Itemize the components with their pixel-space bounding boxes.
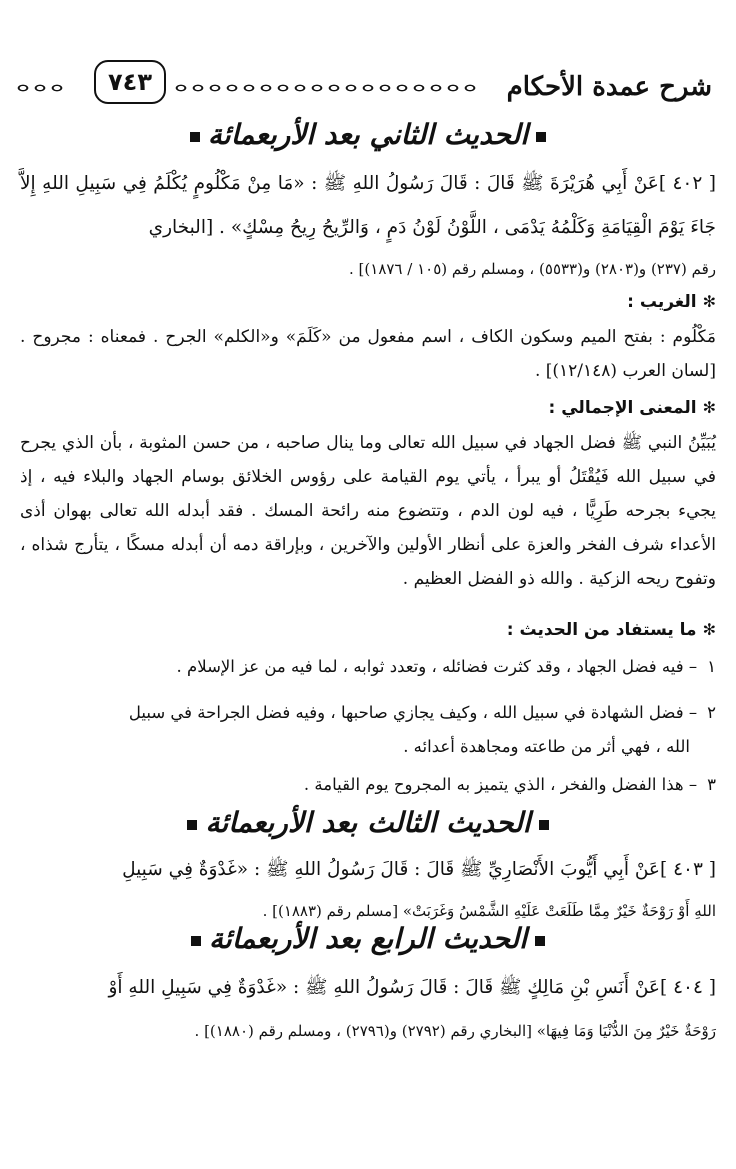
hadith-403-source: اللهِ أَوْ رَوْحَةٌ خَيْرٌ مِمَّا طَلَعَتْ عَلَيْهِ الشَّمْسُ وَغَرَبَتْ» [مسلم رقم (١٨٨٣)] . bbox=[262, 902, 716, 920]
benefits-heading: ✻ما يستفاد من الحديث : bbox=[506, 620, 716, 640]
header-ornament-band bbox=[172, 82, 478, 95]
running-header bbox=[10, 58, 716, 116]
asterisk-icon: ✻ bbox=[702, 292, 716, 311]
hadith-402-text: [ ٤٠٢ ]عَنْ أَبِي هُرَيْرَةَ ﷺ قَالَ : قَالَ رَسُولُ اللهِ ﷺ : «مَا مِنْ مَكْلُومٍ يُكْلَمُ فِي سَبِيلِ اللهِ إِلاَّ جَاءَ يَوْمَ الْقِيَامَةِ وَكَلْمُهُ يَدْمَى ، اللَّوْنُ لَوْنُ دَمٍ ، وَالرِّيحُ رِيحُ مِسْكٍ» . [البخاري bbox=[20, 173, 716, 238]
hadith-404-heading: الحديث الرابع بعد الأربعمائة bbox=[20, 922, 716, 955]
benefit-item-continuation: الله ، فهي أثر من طاعته ومجاهدة أعدائه . bbox=[403, 737, 690, 756]
benefit-item: ١– فيه فضل الجهاد ، وقد كثرت فضائله ، وتعدد ثوابه ، لما فيه من عز الإسلام . bbox=[176, 657, 716, 676]
ijmali-heading: ✻المعنى الإجمالي : bbox=[548, 398, 716, 418]
asterisk-icon: ✻ bbox=[702, 620, 716, 639]
hadith-403-heading: الحديث الثالث بعد الأربعمائة bbox=[20, 806, 716, 839]
square-bullet-icon bbox=[191, 936, 201, 946]
asterisk-icon: ✻ bbox=[702, 398, 716, 417]
benefit-item: ٢– فضل الشهادة في سبيل الله ، وكيف يجازي صاحبها ، وفيه فضل الجراحة في سبيل bbox=[128, 703, 716, 722]
square-bullet-icon bbox=[536, 132, 546, 142]
ijmali-text: يُبَيِّنُ النبي ﷺ فضل الجهاد في سبيل الله تعالى وما ينال صاحبه ، من حسن المثوبة ، بأن الذي يجرح في سبيل الله فَيُقْتَلُ أو يبرأ ، يأتي يوم القيامة على رؤوس الخلائق بوسام الجهاد والبلاء فيه ، إذ يجيء بجرحه طَرِيًّا ، فيه لون الدم ، وتتضوع منه رائحة المسك . فقد أبدله الله تعالى بهوان أذى الأعداء شرف الفخر والعزة على أنظار الأولين والآخرين ، وبإراقة دمه أن أبدله مسكًا ، يتأرج شذاه ، وتفوح ريحه الزكية . والله ذو الفضل العظيم . bbox=[20, 433, 716, 589]
gharib-text: مَكْلُوم : بفتح الميم وسكون الكاف ، اسم مفعول من «كَلَمَ» و«الكلم» الجرح . فمعناه : مجروح . [لسان العرب (١٢/١٤٨)] . bbox=[20, 327, 716, 381]
square-bullet-icon bbox=[539, 820, 549, 830]
benefit-item: ٣– هذا الفضل والفخر ، الذي يتميز به المجروح يوم القيامة . bbox=[303, 775, 716, 794]
hadith-402-heading: الحديث الثاني بعد الأربعمائة bbox=[20, 118, 716, 151]
book-title: شرح عمدة الأحكام bbox=[506, 72, 712, 102]
square-bullet-icon bbox=[187, 820, 197, 830]
hadith-404-source: رَوْحَةٌ خَيْرٌ مِنَ الدُّنْيَا وَمَا فِيهَا» [البخاري رقم (٢٧٩٢) و(٢٧٩٦) ، ومسلم رقم (١٨٨٠)] . bbox=[194, 1022, 716, 1040]
hadith-402-source: رقم (٢٣٧) و(٢٨٠٣) و(٥٥٣٣) ، ومسلم رقم (١٠٥ / ١٨٧٦)] . bbox=[349, 260, 716, 278]
header-ornament-small bbox=[14, 82, 68, 95]
page-number: ٧٤٣ bbox=[94, 60, 166, 104]
hadith-404-text: [ ٤٠٤ ]عَنْ أَنَسِ بْنِ مَالِكٍ ﷺ قَالَ : قَالَ رَسُولُ اللهِ ﷺ : «غَدْوَةٌ فِي سَبِيلِ اللهِ أَوْ bbox=[108, 977, 716, 998]
hadith-403-text: [ ٤٠٣ ]عَنْ أَبِي أَيُّوبَ الأَنْصَارِيِّ ﷺ قَالَ : قَالَ رَسُولُ اللهِ ﷺ : «غَدْوَةٌ فِي سَبِيلِ bbox=[122, 859, 716, 880]
square-bullet-icon bbox=[190, 132, 200, 142]
gharib-heading: ✻الغريب : bbox=[627, 292, 716, 312]
square-bullet-icon bbox=[535, 936, 545, 946]
